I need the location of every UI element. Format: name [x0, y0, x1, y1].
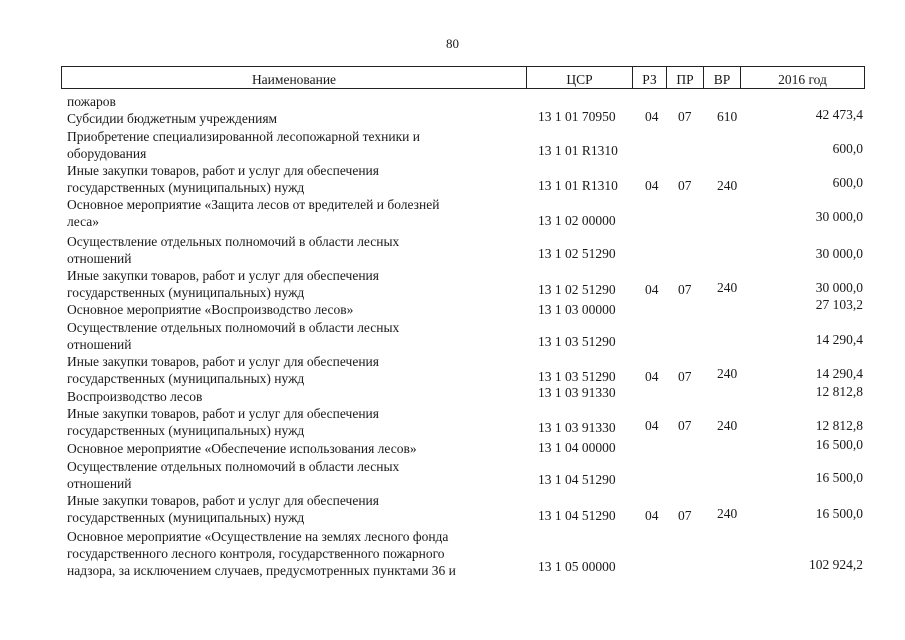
row-amount: 27 103,2 [815, 297, 863, 312]
row-csr: 13 1 05 00000 [538, 559, 616, 574]
row-csr: 13 1 04 51290 [538, 508, 616, 523]
row-name-line: отношений [67, 337, 132, 352]
row-name [67, 162, 507, 196]
row-name [67, 458, 507, 492]
row-name-line: Осуществление отдельных полномочий в области лесных [67, 234, 400, 249]
row-name [67, 405, 507, 439]
row-csr: 13 1 03 91330 [538, 385, 616, 400]
row-name-line: Иные закупки товаров, работ и услуг для обеспечения [67, 406, 379, 421]
header-pr: ПР [666, 67, 703, 88]
row-amount: 14 290,4 [815, 366, 863, 381]
row-name-line: Иные закупки товаров, работ и услуг для обеспечения [67, 163, 379, 178]
row-pr: 07 [678, 369, 692, 384]
row-name-line: Приобретение специализированной лесопожарной техники и [67, 129, 420, 144]
row-csr: 13 1 03 51290 [538, 334, 616, 349]
row-amount: 600,0 [832, 175, 863, 190]
row-rz: 04 [645, 178, 659, 193]
row-name-line: отношений [67, 251, 132, 266]
row-name-line: Воспроизводство лесов [67, 389, 203, 404]
row-csr: 13 1 02 00000 [538, 213, 616, 228]
row-amount: 30 000,0 [815, 280, 863, 295]
row-vr: 240 [717, 506, 738, 521]
row-pr: 07 [678, 178, 692, 193]
row-pr: 07 [678, 508, 692, 523]
row-name [67, 110, 507, 127]
row-name-line: Осуществление отдельных полномочий в области лесных [67, 459, 400, 474]
row-amount: 102 924,2 [809, 557, 863, 572]
row-name [67, 319, 507, 353]
row-name-line: надзора, за исключением случаев, предусмотренных пунктами 36 и [67, 563, 456, 578]
row-vr: 240 [717, 280, 738, 295]
row-name-line: пожаров [67, 94, 116, 109]
row-amount: 42 473,4 [815, 107, 863, 122]
row-name [67, 388, 507, 405]
row-rz: 04 [645, 282, 659, 297]
row-name-line: Иные закупки товаров, работ и услуг для обеспечения [67, 268, 379, 283]
row-name-line: Основное мероприятие «Воспроизводство лесов» [67, 302, 354, 317]
row-amount: 600,0 [832, 141, 863, 156]
row-amount: 30 000,0 [815, 246, 863, 261]
header-rz: РЗ [632, 67, 666, 88]
row-pr: 07 [678, 282, 692, 297]
row-name-line: государственных (муниципальных) нужд [67, 423, 305, 438]
row-name-line: Основное мероприятие «Осуществление на землях лесного фонда [67, 529, 449, 544]
row-pr: 07 [678, 418, 692, 433]
row-amount: 14 290,4 [815, 332, 863, 347]
row-rz: 04 [645, 508, 659, 523]
row-name-line: леса» [67, 214, 99, 229]
row-name [67, 492, 507, 526]
row-csr: 13 1 01 R1310 [538, 143, 618, 158]
row-name [67, 128, 507, 162]
row-name [67, 440, 507, 457]
row-name-line: государственных (муниципальных) нужд [67, 285, 305, 300]
row-pr: 07 [678, 109, 692, 124]
row-amount: 16 500,0 [815, 437, 863, 452]
row-name-line: государственного лесного контроля, государственного пожарного [67, 546, 445, 561]
row-name-line: отношений [67, 476, 132, 491]
row-amount: 12 812,8 [815, 384, 863, 399]
row-name [67, 353, 507, 387]
row-csr: 13 1 03 51290 [538, 369, 616, 384]
row-name-line: Основное мероприятие «Защита лесов от вредителей и болезней [67, 197, 440, 212]
page-number: 80 [446, 36, 459, 51]
row-vr: 240 [717, 418, 738, 433]
row-name [67, 93, 507, 110]
row-amount: 12 812,8 [815, 418, 863, 433]
row-csr: 13 1 04 00000 [538, 440, 616, 455]
row-csr: 13 1 02 51290 [538, 282, 616, 297]
row-rz: 04 [645, 418, 659, 433]
row-name-line: государственных (муниципальных) нужд [67, 371, 305, 386]
row-name-line: Иные закупки товаров, работ и услуг для обеспечения [67, 354, 379, 369]
row-name-line: государственных (муниципальных) нужд [67, 510, 305, 525]
row-csr: 13 1 03 00000 [538, 302, 616, 317]
row-amount: 16 500,0 [815, 470, 863, 485]
row-name [67, 301, 507, 318]
row-csr: 13 1 02 51290 [538, 246, 616, 261]
header-vr: ВР [703, 67, 740, 88]
row-name [67, 267, 507, 301]
row-name [67, 528, 507, 579]
row-name-line: государственных (муниципальных) нужд [67, 180, 305, 195]
row-csr: 13 1 04 51290 [538, 472, 616, 487]
row-name-line: Иные закупки товаров, работ и услуг для обеспечения [67, 493, 379, 508]
row-csr: 13 1 01 70950 [538, 109, 616, 124]
row-name-line: Осуществление отдельных полномочий в области лесных [67, 320, 400, 335]
row-name [67, 196, 507, 230]
row-rz: 04 [645, 109, 659, 124]
row-amount: 30 000,0 [815, 209, 863, 224]
row-name-line: оборудования [67, 146, 147, 161]
row-vr: 610 [717, 109, 738, 124]
row-csr: 13 1 03 91330 [538, 420, 616, 435]
header-year: 2016 год [740, 67, 864, 88]
row-name-line: Субсидии бюджетным учреждениям [67, 111, 278, 126]
row-csr: 13 1 01 R1310 [538, 178, 618, 193]
header-csr: ЦСР [526, 67, 632, 88]
row-name-line: Основное мероприятие «Обеспечение использования лесов» [67, 441, 417, 456]
row-rz: 04 [645, 369, 659, 384]
row-vr: 240 [717, 178, 738, 193]
row-vr: 240 [717, 366, 738, 381]
row-amount: 16 500,0 [815, 506, 863, 521]
header-name: Наименование [251, 72, 337, 87]
row-name [67, 233, 507, 267]
